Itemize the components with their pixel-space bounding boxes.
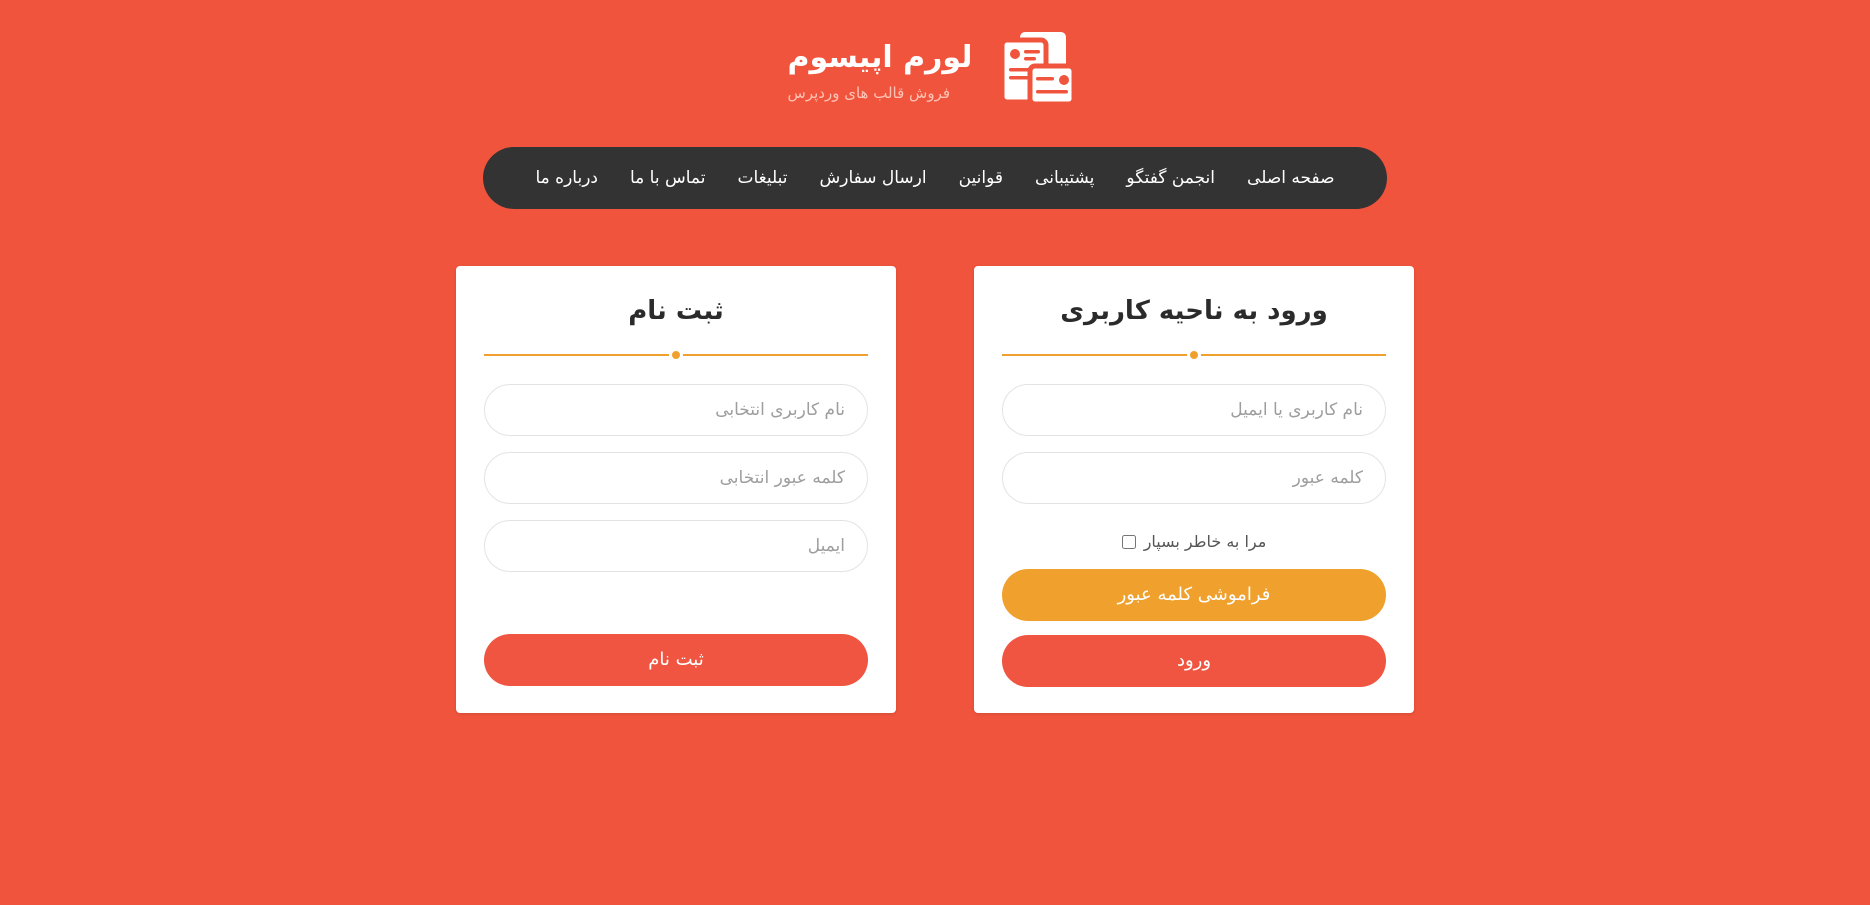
documents-icon bbox=[990, 30, 1082, 112]
login-password-input[interactable] bbox=[1002, 452, 1386, 504]
login-username-input[interactable] bbox=[1002, 384, 1386, 436]
nav-item-about[interactable]: درباره ما bbox=[535, 168, 598, 188]
nav-item-contact[interactable]: تماس با ما bbox=[629, 168, 706, 188]
remember-me-checkbox[interactable] bbox=[1122, 535, 1136, 549]
login-card bbox=[974, 266, 1414, 713]
login-card-title: ورود به ناحیه کاربری bbox=[1060, 296, 1328, 326]
main-navigation bbox=[483, 147, 1386, 209]
register-submit-button[interactable]: ثبت نام bbox=[484, 634, 868, 686]
login-submit-button[interactable]: ورود bbox=[1002, 635, 1386, 687]
register-card-divider bbox=[484, 348, 868, 362]
login-card-divider bbox=[1002, 348, 1386, 362]
register-card-title: ثبت نام bbox=[628, 296, 724, 326]
register-email-input[interactable] bbox=[484, 520, 868, 572]
register-spacer bbox=[484, 588, 868, 634]
divider-dot bbox=[669, 348, 683, 362]
register-password-input[interactable] bbox=[484, 452, 868, 504]
nav-item-forum[interactable]: انجمن گفتگو bbox=[1126, 168, 1216, 188]
nav-item-rules[interactable]: قوانین bbox=[958, 168, 1004, 188]
site-header bbox=[0, 0, 1870, 112]
register-card bbox=[456, 266, 896, 713]
remember-me-label[interactable]: مرا به خاطر بسپار bbox=[1143, 532, 1267, 551]
brand-subtitle: فروش قالب های وردپرس bbox=[787, 84, 951, 102]
forgot-password-button[interactable]: فراموشی کلمه عبور bbox=[1002, 569, 1386, 621]
remember-me-row bbox=[1002, 532, 1386, 551]
brand-title: لورم اپیسوم bbox=[787, 40, 973, 75]
nav-item-home[interactable]: صفحه اصلی bbox=[1247, 168, 1335, 188]
divider-dot bbox=[1187, 348, 1201, 362]
register-username-input[interactable] bbox=[484, 384, 868, 436]
auth-cards-container bbox=[0, 266, 1870, 713]
brand-text bbox=[788, 38, 973, 104]
nav-item-support[interactable]: پشتیبانی bbox=[1035, 168, 1095, 188]
nav-item-ads[interactable]: تبلیغات bbox=[737, 168, 788, 188]
nav-item-send-order[interactable]: ارسال سفارش bbox=[819, 168, 927, 188]
main-navigation-wrapper bbox=[0, 147, 1870, 209]
